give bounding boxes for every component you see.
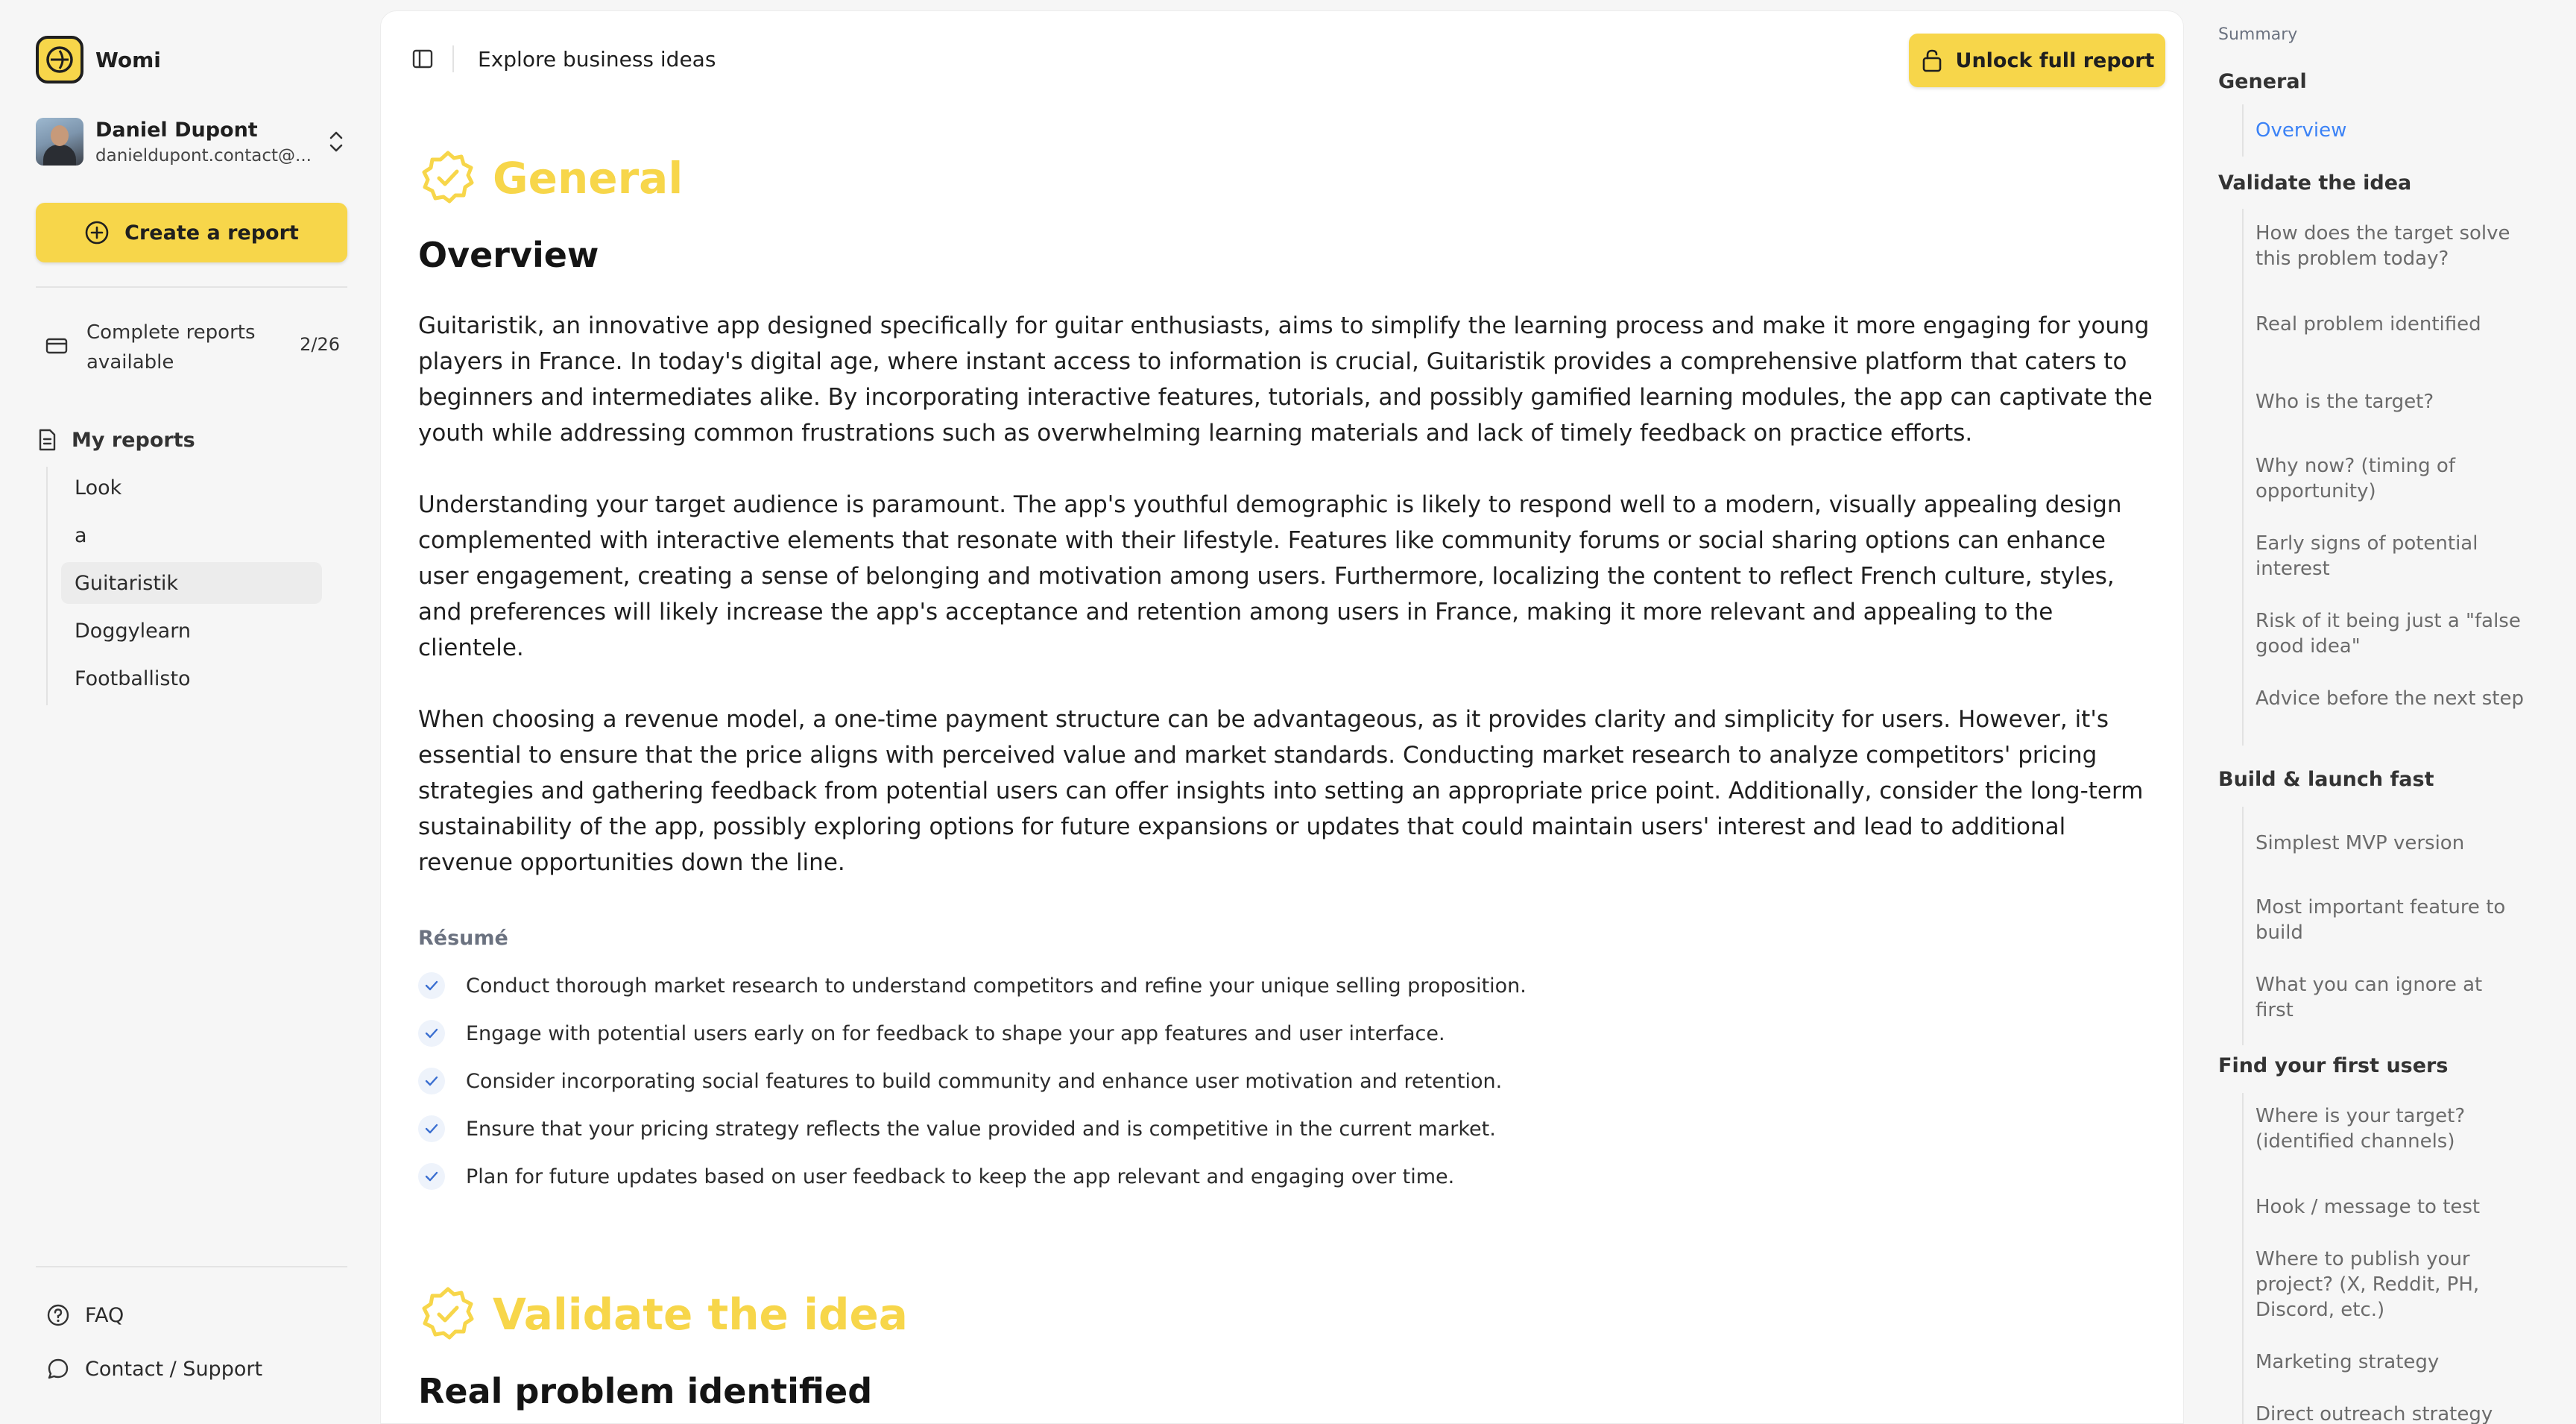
divider [36,286,347,288]
check-icon [418,1163,445,1190]
section-title: Validate the idea [493,1289,908,1340]
faq-label: FAQ [85,1303,124,1327]
breadcrumb[interactable]: Explore business ideas [478,47,716,72]
avatar [36,118,83,166]
credits-count: 2/26 [300,334,340,355]
summary-group-validate[interactable]: Validate the idea [2218,171,2412,195]
summary-item[interactable]: Early signs of potential interest [2255,532,2478,580]
summary-item[interactable]: Advice before the next step [2255,687,2524,710]
summary-item[interactable]: Direct outreach strategy [2255,1403,2493,1424]
validate-section [418,1279,2155,1411]
main-panel [380,10,2184,1424]
report-item[interactable]: Footballisto [75,667,191,690]
credits-label: Complete reports available [86,321,256,374]
support-label: Contact / Support [85,1357,263,1381]
check-icon [418,1020,445,1047]
resume-item [418,1057,2155,1105]
document-icon [36,428,58,452]
resume-list [418,962,2155,1200]
summary-rail [2242,807,2244,1045]
summary-rail [2242,209,2244,746]
summary-group-find[interactable]: Find your first users [2218,1054,2449,1077]
summary-group-build[interactable]: Build & launch fast [2218,768,2434,791]
resume-item [418,962,2155,1009]
summary-item[interactable]: Hook / message to test [2255,1196,2481,1218]
summary-item-active[interactable]: Overview [2255,119,2347,142]
my-reports-header [36,428,195,452]
create-report-label: Create a report [124,221,299,245]
summary-item[interactable]: Why now? (timing of opportunity) [2255,455,2455,503]
verified-badge-icon [418,148,478,208]
summary-item[interactable]: Most important feature to build [2255,896,2506,944]
credit-card-icon [45,334,69,358]
user-email: danieldupont.contact@... [95,145,312,166]
resume-label: Résumé [418,927,508,950]
summary-item[interactable]: Simplest MVP version [2255,832,2465,854]
toggle-sidebar-icon[interactable] [408,44,438,74]
overview-paragraph: When choosing a revenue model, a one-time payment structure can be advantageous, as it provides clarity and simplicity for users. However, it's essential to ensure that the price aligns with perceived value and market standards. Conducting market research to analyze competitors' pricing strategies and gathering feedback from potential users can offer insights into setting an appropriate price point. Additionally, consider the long-term sustainability of the app, possibly exploring options for future expansions or updates that could maintain users' interest and lead to additional revenue opportunities down the line. [418,706,2144,876]
section-header [418,1279,2155,1350]
divider [36,1266,347,1267]
summary-item[interactable]: Risk of it being just a "false good idea" [2255,610,2521,658]
resume-item-text: Conduct thorough market research to understand competitors and refine your unique selling proposition. [466,974,1527,998]
summary-item[interactable]: Where to publish your project? (X, Reddit, PH, Discord, etc.) [2255,1248,2480,1321]
overview-paragraph: Guitaristik, an innovative app designed specifically for guitar enthusiasts, aims to simplify the learning process and make it more engaging for young players in France. In today's digital age, where instant access to information is crucial, Guitaristik provides a comprehensive platform that caters to beginners and intermediates alike. By incorporating interactive features, tutorials, and possibly gamified learning modules, the app can captivate the youth while addressing common frustrations such as overwhelming learning materials and lack of timely feedback on practice efforts. [418,312,2153,447]
top-bar [381,11,2183,108]
summary-item[interactable]: Real problem identified [2255,313,2481,335]
summary-item[interactable]: Marketing strategy [2255,1351,2440,1373]
lock-icon [1920,48,1944,73]
credits-indicator [45,318,340,377]
user-switcher[interactable] [36,118,347,166]
app-name: Womi [95,47,161,72]
resume-item-text: Ensure that your pricing strategy reflects the value provided and is competitive in the current market. [466,1117,1496,1141]
report-item[interactable]: a [75,523,87,547]
report-item[interactable]: Doggylearn [75,619,191,643]
report-item-active[interactable]: Guitaristik [61,562,322,604]
overview-heading: Overview [418,235,599,275]
report-list [46,467,323,705]
support-link[interactable] [46,1357,262,1381]
resume-item [418,1105,2155,1153]
overview-paragraph: Understanding your target audience is paramount. The app's youthful demographic is likely to respond well to a modern, visually appealing design complemented with interactive elements that resonate with their lifestyle. Features like community forums or social sharing options can enhance user engagement, creating a sense of belonging and motivation among users. Furthermore, localizing the content to reflect French culture, styles, and preferences will likely increase the app's acceptance and retention among users in France, making it more relevant and appealing to the clientele. [418,491,2122,661]
section-heading: Real problem identified [418,1371,873,1411]
sidebar [0,0,380,1424]
report-content [418,142,2155,1200]
summary-label: Summary [2218,25,2298,44]
womi-logo-icon [36,36,83,84]
chevron-up-down-icon[interactable] [325,127,347,157]
summary-rail [2242,1093,2244,1424]
resume-item [418,1153,2155,1200]
check-icon [418,1115,445,1142]
unlock-full-report-button[interactable] [1909,34,2165,87]
brand[interactable] [36,36,161,84]
verified-badge-icon [418,1285,478,1344]
resume-item [418,1009,2155,1057]
check-icon [418,972,445,999]
report-item[interactable]: Look [75,476,122,500]
resume-item-text: Consider incorporating social features to build community and enhance user motivation and retention. [466,1069,1503,1093]
create-report-button[interactable] [36,203,347,262]
my-reports-label: My reports [72,428,195,452]
help-circle-icon [46,1303,70,1327]
chat-bubble-icon [46,1357,70,1381]
summary-item[interactable]: Who is the target? [2255,391,2434,413]
summary-item[interactable]: Where is your target? (identified channels) [2255,1105,2466,1153]
resume-item-text: Engage with potential users early on for feedback to shape your app features and user interface. [466,1021,1445,1045]
faq-link[interactable] [46,1303,124,1327]
section-header [418,142,2155,214]
summary-item[interactable]: How does the target solve this problem today? [2255,222,2510,270]
summary-nav [2196,0,2576,1424]
summary-item[interactable]: What you can ignore at first [2255,974,2483,1021]
plus-circle-icon [84,220,110,245]
section-title: General [493,153,684,204]
divider [452,45,454,72]
user-name: Daniel Dupont [95,118,258,142]
summary-group-general[interactable]: General [2218,70,2307,93]
summary-rail [2242,104,2244,157]
unlock-label: Unlock full report [1955,48,2155,72]
resume-item-text: Plan for future updates based on user feedback to keep the app relevant and engaging over time. [466,1165,1455,1188]
check-icon [418,1068,445,1094]
